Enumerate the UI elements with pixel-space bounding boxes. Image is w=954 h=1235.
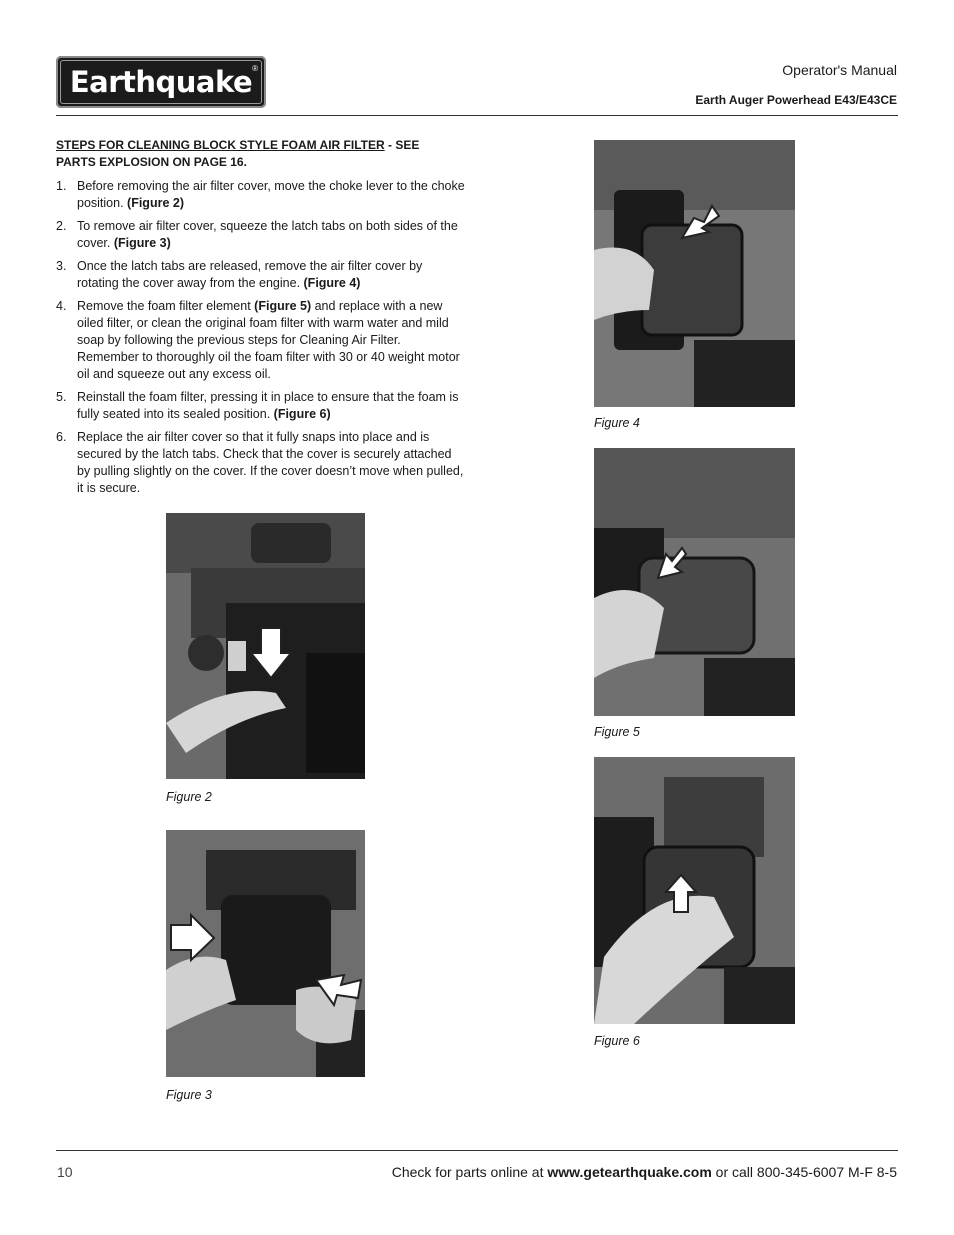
footer-text-before: Check for parts online at (391, 1164, 548, 1180)
step-text: Remove the foam filter element (77, 299, 255, 313)
step-text: To remove air filter cover, squeeze the latch tabs on both sides of the cover. (77, 219, 458, 250)
figure-3-caption: Figure 3 (166, 1088, 212, 1102)
figure-5-caption: Figure 5 (594, 725, 640, 739)
figure-2-caption: Figure 2 (166, 790, 212, 804)
section-title-main: STEPS FOR CLEANING BLOCK STYLE FOAM AIR FILTER (56, 138, 385, 152)
figure-ref: (Figure 4) (303, 276, 361, 290)
footer-contact (392, 1164, 897, 1180)
steps-list (56, 178, 466, 503)
step-text: Reinstall the foam filter, pressing it in place to ensure that the foam is fully seated into its sealed position. (77, 390, 459, 421)
step-text-continued: and replace with a new oiled filter, or clean the original foam filter with warm water and mild soap by following the previous steps for Cleaning Air Filter. Remember to thoroughly oil the foam filter with 30 or 40 weight motor oil and squeeze out any excess oil. (77, 299, 460, 381)
list-item (56, 429, 466, 497)
logo-text: Earthquake (69, 65, 253, 99)
figure-5-photo (594, 448, 795, 716)
footer-rule (56, 1150, 898, 1151)
manual-title: Operator's Manual (782, 62, 897, 78)
figure-ref: (Figure 2) (127, 196, 184, 210)
figure-ref: (Figure 3) (113, 236, 171, 250)
figure-4-caption: Figure 4 (594, 416, 640, 430)
figure-ref: (Figure 5) (254, 299, 312, 313)
list-item (56, 218, 466, 252)
step-number: 5. (56, 390, 67, 404)
figure-6-photo (594, 757, 795, 1024)
figure-ref: (Figure 6) (273, 407, 331, 421)
header-rule (56, 115, 898, 116)
step-text: Before removing the air filter cover, move the choke lever to the choke position. (77, 179, 465, 210)
list-item (56, 178, 466, 212)
step-text: Once the latch tabs are released, remove the air filter cover by rotating the cover away from the engine. (77, 259, 423, 290)
section-title-ref: - SEE PARTS EXPLOSION ON PAGE 16. (56, 138, 420, 169)
figure-3-photo (166, 830, 365, 1077)
step-text: Replace the air filter cover so that it fully snaps into place and is secured by the latch tabs. Check that the cover is securely attached by pulling slightly on the cover. If the cover doesn’t move when pulled, it is secure. (77, 430, 464, 495)
footer-text-after: or call 800-345-6007 M-F 8-5 (711, 1164, 897, 1180)
step-number: 1. (56, 179, 67, 193)
step-number: 2. (56, 219, 67, 233)
registered-mark: ® (252, 64, 258, 73)
figure-6-caption: Figure 6 (594, 1034, 640, 1048)
list-item (56, 389, 466, 423)
figure-2-photo (166, 513, 365, 779)
page-number: 10 (57, 1164, 73, 1180)
list-item (56, 298, 466, 383)
step-number: 4. (56, 299, 67, 313)
model-title: Earth Auger Powerhead E43/E43CE (695, 93, 897, 107)
website-link[interactable]: www.getearthquake.com (547, 1164, 712, 1180)
earthquake-logo (56, 56, 266, 108)
step-number: 3. (56, 259, 67, 273)
figure-4-photo (594, 140, 795, 407)
logo-frame (60, 60, 262, 104)
step-number: 6. (56, 430, 67, 444)
section-title (56, 137, 456, 171)
list-item (56, 258, 466, 292)
